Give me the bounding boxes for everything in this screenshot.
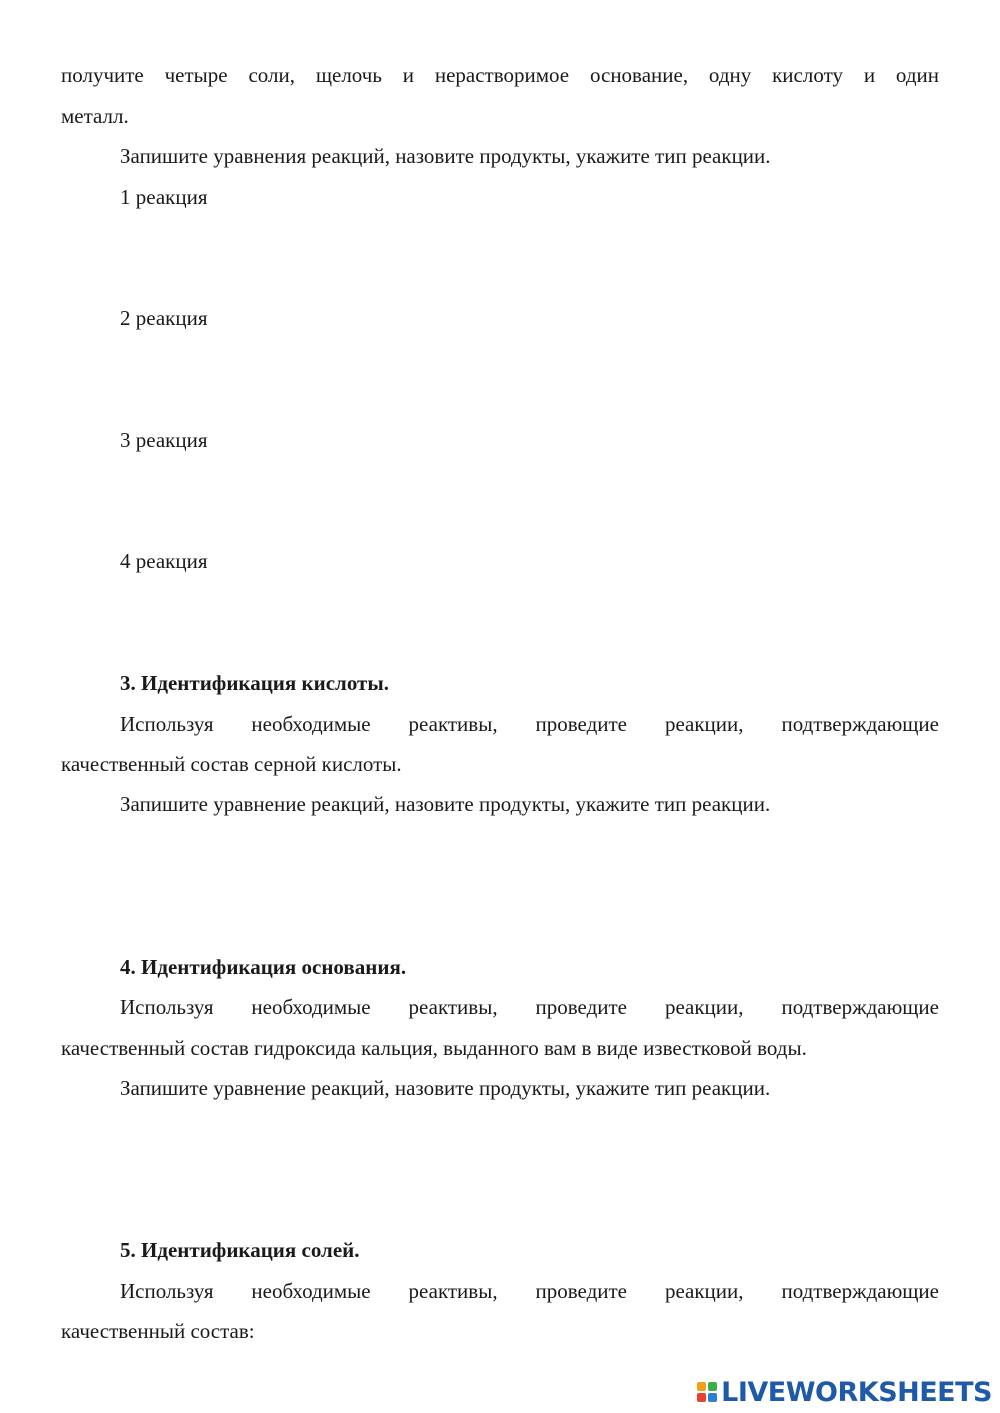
reaction-label-3: 3 реакция xyxy=(120,428,208,452)
liveworksheets-logo-text: LIVEWORKSHEETS xyxy=(721,1376,992,1408)
section-3-line-1: Используя необходимые реактивы, проведите реакции, подтверждающие xyxy=(120,712,939,736)
logo-mark-square-2 xyxy=(708,1382,717,1391)
liveworksheets-logo xyxy=(697,1377,992,1407)
section-4-line-1: Используя необходимые реактивы, проведите реакции, подтверждающие xyxy=(120,995,939,1019)
reaction-label-1: 1 реакция xyxy=(120,185,208,209)
worksheet-page xyxy=(61,0,939,1413)
section-3-line-2: качественный состав серной кислоты. xyxy=(61,752,402,776)
section-3-heading: 3. Идентификация кислоты. xyxy=(120,671,390,695)
logo-mark-square-4 xyxy=(708,1393,717,1402)
liveworksheets-logo-icon xyxy=(697,1382,717,1402)
section-4-instruction: Запишите уравнение реакций, назовите продукты, укажите тип реакции. xyxy=(120,1076,771,1100)
intro-line-2: металл. xyxy=(61,104,129,128)
reaction-label-2: 2 реакция xyxy=(120,306,208,330)
section-5-line-1: Используя необходимые реактивы, проведите реакции, подтверждающие xyxy=(120,1279,939,1303)
section-4-heading: 4. Идентификация основания. xyxy=(120,955,407,979)
section-4-line-2: качественный состав гидроксида кальция, выданного вам в виде известковой воды. xyxy=(61,1036,807,1060)
logo-mark-square-1 xyxy=(697,1382,706,1391)
section-3-instruction: Запишите уравнение реакций, назовите продукты, укажите тип реакции. xyxy=(120,792,771,816)
intro-line-1: получите четыре соли, щелочь и нерастворимое основание, одну кислоту и один xyxy=(61,63,939,87)
section-5-heading: 5. Идентификация солей. xyxy=(120,1238,360,1262)
section-5-line-2: качественный состав: xyxy=(61,1319,255,1343)
reaction-label-4: 4 реакция xyxy=(120,549,208,573)
logo-mark-square-3 xyxy=(697,1393,706,1402)
intro-instruction: Запишите уравнения реакций, назовите продукты, укажите тип реакции. xyxy=(120,144,771,168)
